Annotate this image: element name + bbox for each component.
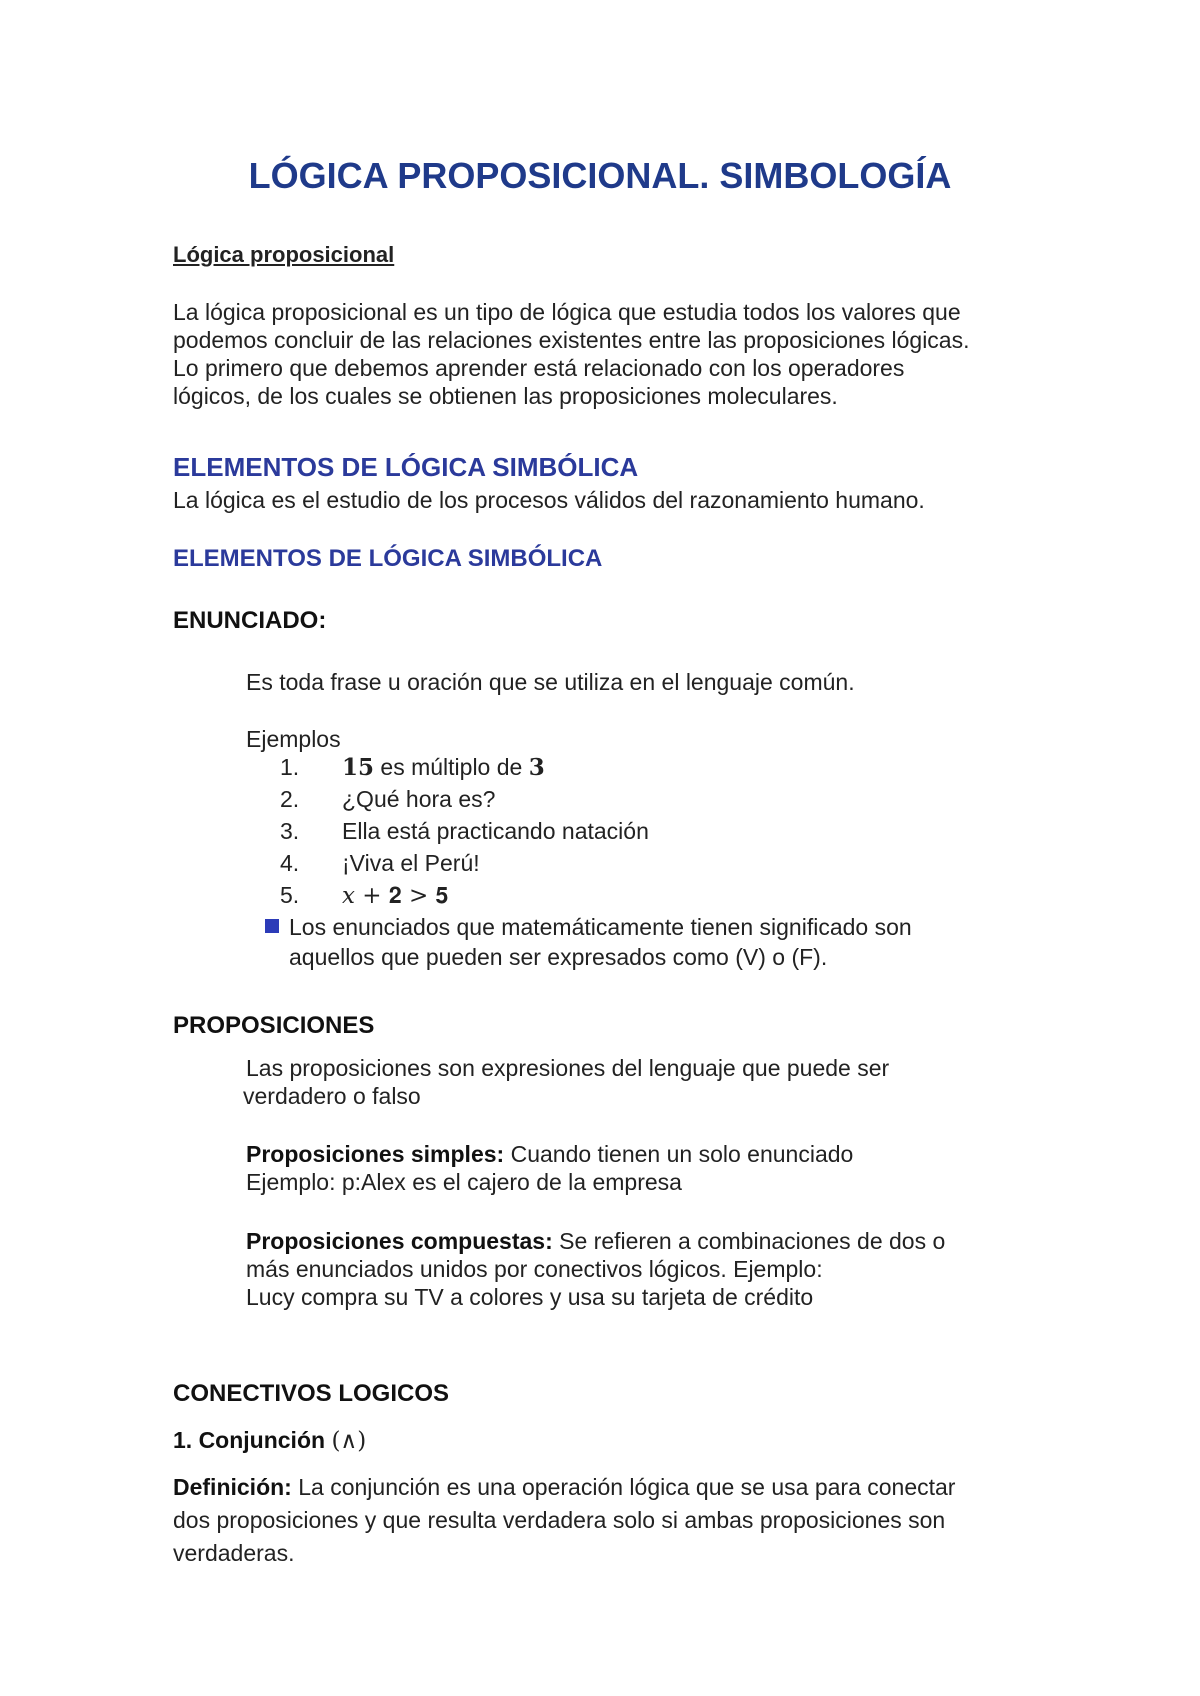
list-text: Ella está practicando natación (342, 818, 649, 844)
section-heading-logica: Lógica proposicional (173, 242, 395, 267)
definition-label: Definición: (173, 1474, 292, 1500)
enunciado-definition: Es toda frase u oración que se utiliza en el lenguaje común. (246, 669, 855, 695)
subheading-conjuncion (173, 1426, 366, 1455)
math-number: 15 (342, 754, 375, 781)
list-item (280, 849, 480, 877)
simple-text: Cuando tienen un solo enunciado (504, 1141, 854, 1167)
simple-propositions-line (246, 1140, 853, 1168)
square-bullet-icon (265, 919, 279, 933)
definition-line (173, 1473, 955, 1501)
paragraph-line: La lógica proposicional es un tipo de lógica que estudia todos los valores que (173, 299, 961, 325)
paragraph-line: más enunciados unidos por conectivos lógicos. Ejemplo: (246, 1256, 823, 1282)
heading-proposiciones: PROPOSICIONES (173, 1012, 375, 1039)
paragraph-line: dos proposiciones y que resulta verdadera solo si ambas proposiciones son (173, 1507, 946, 1533)
list-item (280, 753, 545, 782)
list-number: 3. (280, 818, 300, 844)
list-text: ¡Viva el Perú! (342, 850, 480, 876)
paragraph-line: verdadero o falso (243, 1083, 421, 1109)
heading-conectivos: CONECTIVOS LOGICOS (173, 1380, 450, 1407)
paragraph-line: Lo primero que debemos aprender está relacionado con los operadores (173, 355, 905, 381)
list-number: 2. (280, 786, 300, 812)
heading-enunciado: ENUNCIADO: (173, 607, 327, 634)
page-title: LÓGICA PROPOSICIONAL. SIMBOLOGÍA (248, 155, 952, 196)
list-item (280, 785, 495, 813)
list-number: 4. (280, 850, 300, 876)
compound-label: Proposiciones compuestas: (246, 1228, 553, 1254)
compound-text: Se refieren a combinaciones de dos o (552, 1228, 946, 1254)
list-item (280, 881, 448, 910)
list-text: ¿Qué hora es? (342, 786, 496, 812)
section-heading-elementos: ELEMENTOS DE LÓGICA SIMBÓLICA (173, 452, 639, 482)
list-item (280, 817, 649, 845)
paragraph-line: podemos concluir de las relaciones existentes entre las proposiciones lógicas. (173, 327, 970, 353)
paragraph-line: Las proposiciones son expresiones del lenguaje que puede ser (246, 1055, 890, 1081)
simple-label: Proposiciones simples: (246, 1141, 505, 1167)
bullet-line: aquellos que pueden ser expresados como (V) o (F). (289, 944, 828, 970)
section-heading-elementos-2: ELEMENTOS DE LÓGICA SIMBÓLICA (173, 545, 603, 572)
paragraph-line: La lógica es el estudio de los procesos válidos del razonamiento humano. (173, 487, 925, 513)
compound-propositions-line (246, 1227, 945, 1255)
math-number: 3 (528, 754, 545, 781)
math-expression: 𝑥 + 𝟐 > 𝟓 (342, 883, 449, 909)
definition-text: La conjunción es una operación lógica que se usa para conectar (291, 1474, 956, 1500)
examples-label: Ejemplos (246, 726, 341, 752)
list-number: 1. (280, 754, 300, 780)
bullet-line: Los enunciados que matemáticamente tienen significado son (289, 914, 912, 940)
paragraph-line: lógicos, de los cuales se obtienen las proposiciones moleculares. (173, 383, 838, 409)
conjuncion-label: 1. Conjunción (173, 1427, 326, 1453)
paragraph-line: verdaderas. (173, 1540, 295, 1566)
paragraph-line: Lucy compra su TV a colores y usa su tarjeta de crédito (246, 1284, 814, 1310)
simple-example: Ejemplo: p:Alex es el cajero de la empresa (246, 1169, 682, 1195)
bullet-note (265, 913, 912, 941)
list-number: 5. (280, 882, 300, 908)
list-text: es múltiplo de (374, 754, 529, 780)
conjunction-symbol: (∧) (331, 1428, 367, 1454)
